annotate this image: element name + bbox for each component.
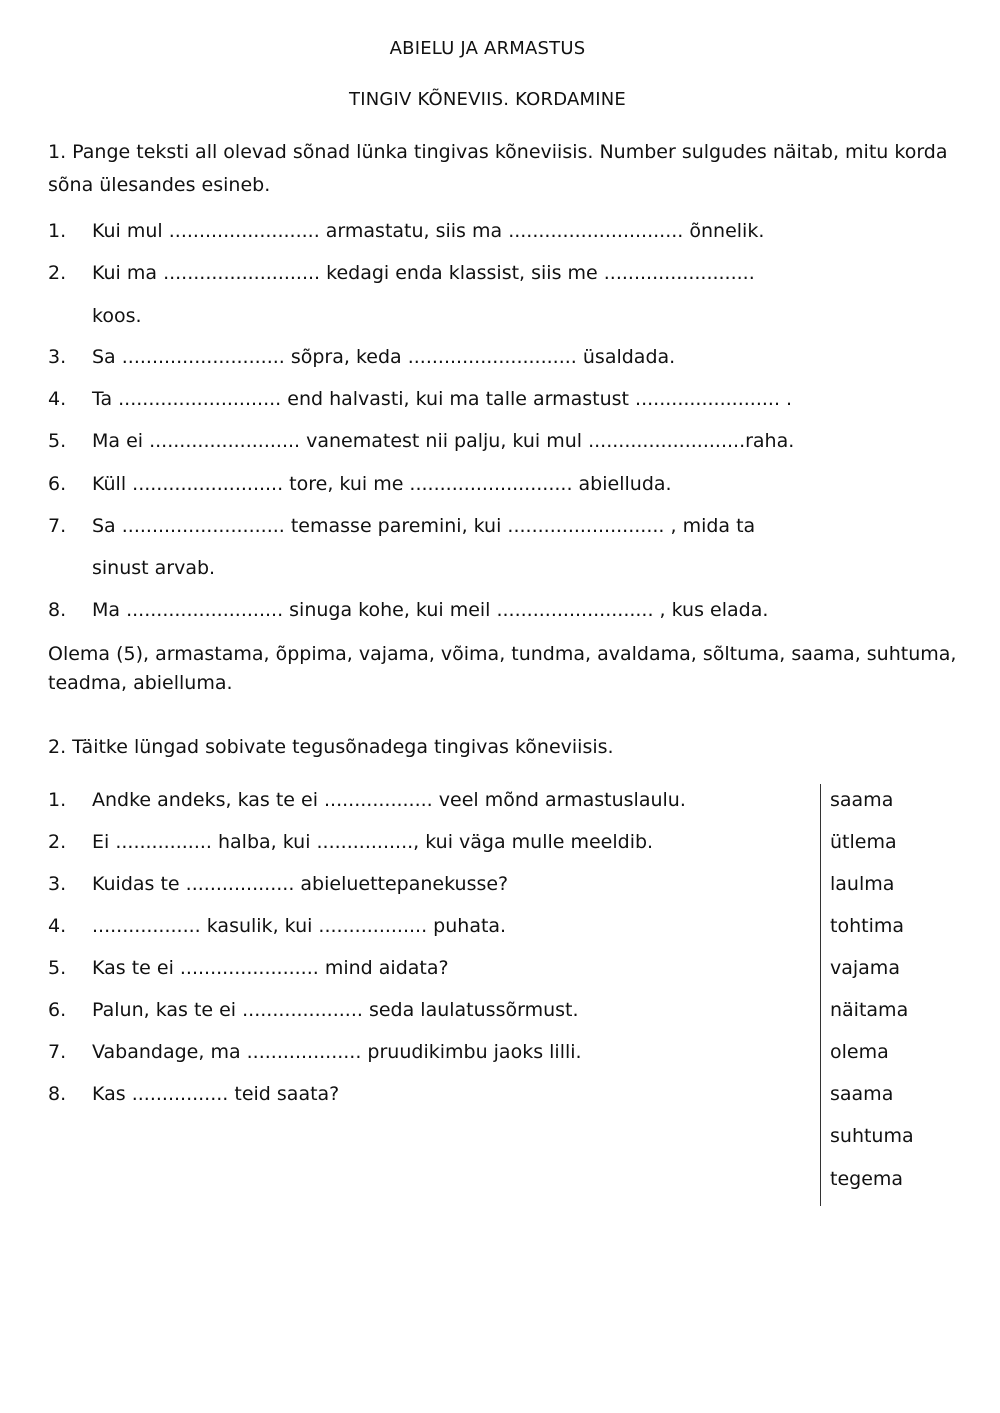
page-title: ABIELU JA ARMASTUS (389, 38, 586, 59)
ex1-item-continuation: sinust arvab. (92, 557, 216, 579)
ex2-item-text: Ei ................ halba, kui ................, kui väga mulle meeldib. (92, 831, 654, 853)
ex1-item-number: 6. (48, 473, 67, 495)
ex2-item (48, 998, 579, 1022)
word-bank-item: ütlema (830, 831, 897, 853)
ex1-item-continuation: koos. (92, 305, 142, 327)
ex1-item-text: Sa ........................... sõpra, keda ............................ üsaldada. (92, 346, 676, 368)
exercise2-instruction: 2. Täitke lüngad sobivate tegusõnadega tingivas kõneviisis. (48, 736, 614, 758)
ex1-item (48, 472, 672, 496)
word-bank-item: saama (830, 789, 894, 811)
exercise1-instruction: 1. Pange teksti all olevad sõnad lünka tingivas kõneviisis. Number sulgudes näitab, mitu korda sõna ülesandes esineb. (48, 141, 948, 196)
ex2-item-number: 8. (48, 1083, 67, 1105)
ex1-item-number: 1. (48, 220, 67, 242)
ex1-item (48, 514, 755, 538)
ex1-item-number: 2. (48, 262, 67, 284)
ex2-item (48, 830, 653, 854)
ex1-item (48, 429, 794, 453)
page-subtitle: TINGIV KÕNEVIIS. KORDAMINE (349, 89, 626, 110)
ex2-item-text: Kas te ei ....................... mind aidata? (92, 957, 449, 979)
ex1-item (48, 387, 792, 411)
word-bank-item: näitama (830, 999, 909, 1021)
word-bank-item: saama (830, 1083, 894, 1105)
ex2-item-number: 1. (48, 789, 67, 811)
ex2-item-text: Vabandage, ma ................... pruudikimbu jaoks lilli. (92, 1041, 582, 1063)
ex1-item-text: Kui ma .......................... kedagi enda klassist, siis me ......................... (92, 262, 755, 284)
ex2-item-number: 2. (48, 831, 67, 853)
word-bank-item: laulma (830, 873, 895, 895)
ex2-item (48, 1082, 339, 1106)
ex2-item (48, 788, 686, 812)
word-bank-item: tohtima (830, 915, 904, 937)
word-bank-item: olema (830, 1041, 889, 1063)
ex2-item-number: 4. (48, 915, 67, 937)
word-bank-item: vajama (830, 957, 900, 979)
ex1-item-number: 8. (48, 599, 67, 621)
ex1-item-text: Ma .......................... sinuga kohe, kui meil .......................... , kus elada. (92, 599, 769, 621)
ex2-item-text: Andke andeks, kas te ei .................. veel mõnd armastuslaulu. (92, 789, 686, 811)
ex1-word-list: Olema (5), armastama, õppima, vajama, võima, tundma, avaldama, sõltuma, saama, suhtuma, teadma, abielluma. (48, 643, 957, 694)
ex2-item-number: 5. (48, 957, 67, 979)
ex2-item-number: 3. (48, 873, 67, 895)
ex2-item-number: 6. (48, 999, 67, 1021)
ex1-item-text: Sa ........................... temasse paremini, kui .......................... , mida ta (92, 515, 756, 537)
ex2-item (48, 872, 508, 896)
ex2-item-number: 7. (48, 1041, 67, 1063)
ex2-item-text: .................. kasulik, kui .................. puhata. (92, 915, 507, 937)
ex1-item-number: 4. (48, 388, 67, 410)
ex2-item-text: Kas ................ teid saata? (92, 1083, 340, 1105)
word-bank-divider (820, 784, 821, 1206)
ex1-item (48, 598, 768, 622)
ex1-item-text: Küll ......................... tore, kui me ........................... abielluda. (92, 473, 672, 495)
ex1-item (48, 345, 675, 369)
ex1-item-text: Ta ........................... end halvasti, kui ma talle armastust ........................ . (92, 388, 793, 410)
ex1-item-number: 5. (48, 430, 67, 452)
ex2-item (48, 914, 506, 938)
ex2-item-text: Kuidas te .................. abieluettepanekusse? (92, 873, 509, 895)
ex1-item-number: 7. (48, 515, 67, 537)
ex1-item-text: Kui mul ......................... armastatu, siis ma ............................. õnnelik. (92, 220, 765, 242)
ex1-item-text: Ma ei ......................... vanematest nii palju, kui mul ..........................raha. (92, 430, 795, 452)
word-bank-item: tegema (830, 1168, 904, 1190)
ex2-item (48, 1040, 582, 1064)
ex1-item-number: 3. (48, 346, 67, 368)
ex1-item (48, 261, 755, 285)
ex2-item (48, 956, 449, 980)
ex1-item (48, 219, 764, 243)
word-bank-item: suhtuma (830, 1125, 914, 1147)
ex2-item-text: Palun, kas te ei .................... seda laulatussõrmust. (92, 999, 579, 1021)
